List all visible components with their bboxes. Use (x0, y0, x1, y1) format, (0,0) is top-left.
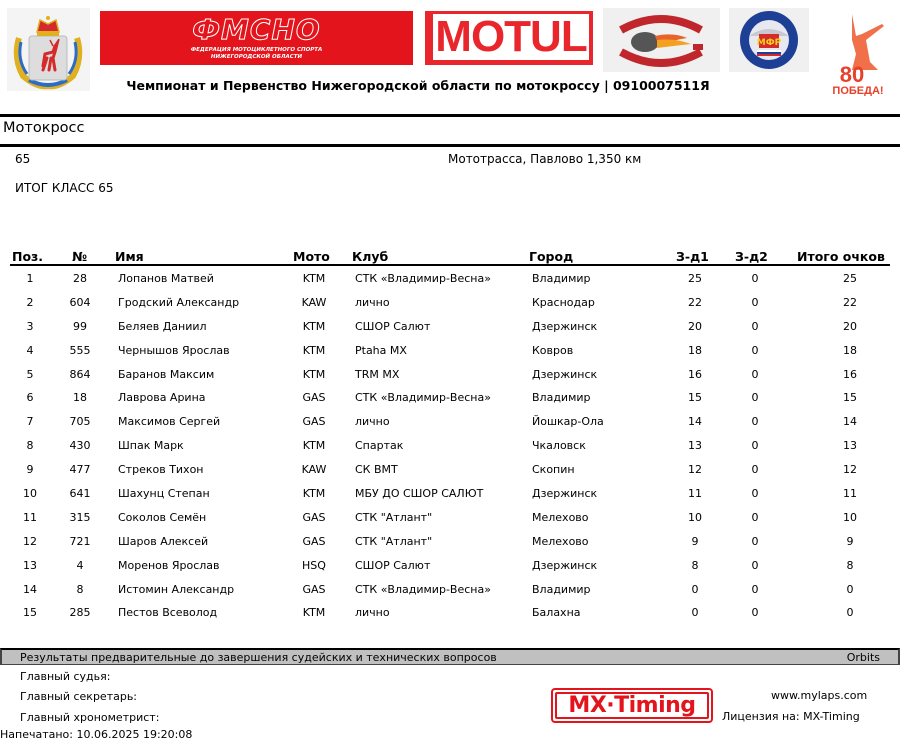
cell-city: Мелехово (532, 534, 589, 548)
cell-num: 477 (69, 463, 91, 477)
cell-city: Мелехово (532, 510, 589, 524)
cell-total: 0 (846, 582, 854, 596)
cell-pos: 7 (26, 415, 34, 429)
cell-club: СК ВМТ (355, 463, 398, 477)
table-row (10, 457, 890, 481)
cell-name: Истомин Александр (118, 582, 235, 596)
cell-race2: 0 (751, 439, 759, 453)
cell-city: Чкаловск (532, 439, 586, 453)
cell-num: 285 (69, 606, 91, 620)
cell-moto: KTM (302, 319, 326, 333)
cell-name: Максимов Сергей (118, 415, 221, 429)
cell-name: Соколов Семён (118, 510, 207, 524)
cell-club: СТК «Владимир-Весна» (355, 272, 491, 285)
cell-race2: 0 (751, 558, 759, 572)
cell-pos: 12 (23, 534, 37, 548)
cell-club: лично (355, 606, 390, 620)
cell-moto: KTM (302, 487, 326, 501)
cell-club: Ptaha MX (355, 343, 407, 357)
timing-system: Orbits (846, 651, 880, 664)
cell-name: Шахунц Степан (118, 487, 210, 501)
chief-judge-label: Главный судья: (20, 670, 111, 683)
cell-club: СТК «Владимир-Весна» (355, 582, 491, 596)
cell-race2: 0 (751, 367, 759, 381)
cell-num: 604 (69, 295, 91, 309)
preliminary-notice: Результаты предварительные до завершения судейских и технических вопросов (20, 651, 497, 664)
cell-race1: 15 (688, 391, 702, 405)
cell-race2: 0 (751, 391, 759, 405)
cell-name: Гродский Александр (118, 295, 240, 309)
pobeda-number: 80 (839, 62, 865, 87)
cell-pos: 9 (26, 463, 34, 477)
cell-race1: 10 (688, 510, 702, 524)
cell-name: Шпак Марк (118, 439, 184, 453)
cell-num: 99 (73, 319, 87, 333)
cell-city: Владимир (532, 272, 591, 285)
cell-pos: 10 (23, 487, 37, 501)
cell-num: 4 (76, 558, 84, 572)
cell-num: 18 (73, 391, 87, 405)
header-city: Город (529, 249, 574, 264)
class-code: 65 (15, 152, 31, 166)
cell-moto: KTM (302, 343, 326, 357)
header-name: Имя (115, 249, 144, 264)
cell-total: 20 (843, 319, 857, 333)
cell-num: 8 (76, 582, 84, 596)
sport-divider (0, 144, 900, 147)
cell-city: Краснодар (532, 295, 595, 309)
night-wolves-icon (603, 8, 720, 72)
mx-timing-logo-text: MX·Timing (555, 692, 709, 719)
cell-pos: 3 (26, 319, 34, 333)
cell-pos: 4 (26, 343, 34, 357)
cell-club: СШОР Салют (355, 319, 431, 333)
cell-city: Дзержинск (532, 367, 598, 381)
table-row (10, 385, 890, 409)
table-row (10, 433, 890, 457)
cell-total: 16 (843, 367, 857, 381)
cell-city: Дзержинск (532, 558, 598, 572)
sport-title: Мотокросс (3, 120, 85, 136)
header-club: Клуб (352, 249, 389, 264)
cell-moto: GAS (302, 534, 326, 548)
header-total: Итого очков (797, 249, 885, 264)
cell-moto: KAW (301, 463, 327, 477)
cell-club: СТК «Владимир-Весна» (355, 391, 491, 405)
cell-club: СТК "Атлант" (355, 510, 433, 524)
cell-num: 705 (69, 415, 91, 429)
table-row (10, 290, 890, 314)
mx-timing-logo (551, 688, 713, 723)
cell-moto: HSQ (302, 558, 326, 572)
mfr-icon (729, 8, 809, 72)
table-body (10, 266, 890, 624)
cell-pos: 6 (26, 391, 34, 405)
cell-num: 641 (69, 487, 91, 501)
cell-race2: 0 (751, 582, 759, 596)
table-row (10, 338, 890, 362)
cell-total: 10 (843, 510, 857, 524)
chief-secretary-label: Главный секретарь: (20, 690, 138, 703)
cell-club: Спартак (355, 439, 404, 453)
cell-num: 28 (73, 272, 87, 285)
table-row (10, 409, 890, 433)
cell-race1: 0 (691, 582, 699, 596)
cell-city: Владимир (532, 582, 591, 596)
cell-pos: 14 (23, 582, 37, 596)
top-divider (0, 114, 900, 117)
cell-moto: KAW (301, 295, 327, 309)
cell-race1: 11 (688, 487, 702, 501)
cell-race1: 16 (688, 367, 702, 381)
cell-club: МБУ ДО СШОР САЛЮТ (355, 487, 484, 501)
cell-race1: 12 (688, 463, 702, 477)
cell-race2: 0 (751, 463, 759, 477)
cell-pos: 11 (23, 510, 37, 524)
cell-race2: 0 (751, 534, 759, 548)
fmsno-subtitle-line2: НИЖЕГОРОДСКОЙ ОБЛАСТИ (210, 53, 303, 60)
pobeda-text: ПОБЕДА! (832, 85, 884, 96)
table-header (10, 248, 890, 266)
cell-total: 13 (843, 439, 857, 453)
cell-pos: 2 (26, 295, 34, 309)
fmsno-logo-title: ФМСНО (192, 13, 321, 46)
cell-club: лично (355, 295, 390, 309)
venue: Мототрасса, Павлово 1,350 км (448, 152, 642, 166)
printed-timestamp: Напечатано: 10.06.2025 19:20:08 (0, 728, 193, 741)
table-row (10, 577, 890, 601)
cell-name: Моренов Ярослав (118, 558, 220, 572)
cell-pos: 8 (26, 439, 34, 453)
cell-race2: 0 (751, 272, 759, 285)
cell-name: Стреков Тихон (118, 463, 204, 477)
cell-total: 25 (843, 272, 857, 285)
cell-race2: 0 (751, 343, 759, 357)
header-race1: З-д1 (676, 249, 709, 264)
fmsno-logo-subtitle (100, 47, 413, 60)
cell-race1: 20 (688, 319, 702, 333)
cell-name: Баранов Максим (118, 367, 215, 381)
cell-name: Чернышов Ярослав (118, 343, 230, 357)
cell-total: 8 (846, 558, 854, 572)
cell-club: TRM MX (355, 367, 400, 381)
cell-race2: 0 (751, 487, 759, 501)
cell-moto: KTM (302, 367, 326, 381)
motul-logo (425, 11, 593, 65)
mfr-logo (729, 8, 809, 72)
cell-race2: 0 (751, 606, 759, 620)
cell-pos: 5 (26, 367, 34, 381)
cell-total: 11 (843, 487, 857, 501)
cell-city: Йошкар-Ола (532, 415, 604, 429)
cell-total: 14 (843, 415, 857, 429)
cell-name: Лаврова Арина (118, 391, 206, 405)
cell-race1: 14 (688, 415, 702, 429)
cell-city: Дзержинск (532, 487, 598, 501)
cell-race2: 0 (751, 319, 759, 333)
cell-city: Дзержинск (532, 319, 598, 333)
cell-moto: KTM (302, 272, 326, 285)
cell-city: Ковров (532, 343, 574, 357)
cell-num: 721 (69, 534, 91, 548)
cell-total: 12 (843, 463, 857, 477)
result-title: ИТОГ КЛАСС 65 (15, 181, 114, 195)
night-wolves-logo (603, 8, 720, 72)
cell-race1: 22 (688, 295, 702, 309)
cell-num: 864 (69, 367, 91, 381)
cell-moto: GAS (302, 582, 326, 596)
cell-race1: 9 (691, 534, 699, 548)
cell-moto: KTM (302, 439, 326, 453)
cell-race1: 18 (688, 343, 702, 357)
cell-race2: 0 (751, 510, 759, 524)
header-pos: Поз. (12, 249, 44, 264)
cell-moto: GAS (302, 391, 326, 405)
cell-name: Лопанов Матвей (118, 272, 214, 285)
cell-city: Владимир (532, 391, 591, 405)
table-row (10, 362, 890, 386)
cell-moto: KTM (302, 606, 326, 620)
cell-num: 555 (69, 343, 91, 357)
license-info: Лицензия на: MX-Timing (722, 710, 860, 723)
cell-name: Пестов Всеволод (118, 606, 218, 620)
championship-title: Чемпионат и Первенство Нижегородской области по мотокроссу | 0910007511Я (126, 78, 710, 93)
table-row (10, 553, 890, 577)
table-row (10, 266, 890, 290)
cell-num: 430 (69, 439, 91, 453)
cell-total: 22 (843, 295, 857, 309)
cell-race2: 0 (751, 295, 759, 309)
table-row (10, 529, 890, 553)
cell-pos: 15 (23, 606, 37, 620)
cell-pos: 13 (23, 558, 37, 572)
cell-club: лично (355, 415, 390, 429)
cell-total: 9 (846, 534, 854, 548)
cell-name: Шаров Алексей (118, 534, 209, 548)
cell-pos: 1 (26, 272, 34, 285)
header-moto: Мото (293, 249, 330, 264)
cell-moto: GAS (302, 510, 326, 524)
cell-num: 315 (69, 510, 91, 524)
table-row (10, 600, 890, 624)
cell-moto: GAS (302, 415, 326, 429)
header-num: № (72, 249, 88, 264)
motul-logo-text: MOTUL (433, 14, 589, 60)
cell-club: СТК "Атлант" (355, 534, 433, 548)
notice-bar (0, 648, 900, 665)
cell-race1: 25 (688, 272, 702, 285)
mfr-logo-text: МФР (756, 38, 782, 48)
mylaps-website[interactable]: www.mylaps.com (771, 689, 868, 702)
results-table (10, 248, 890, 624)
table-row (10, 505, 890, 529)
cell-total: 15 (843, 391, 857, 405)
cell-race1: 0 (691, 606, 699, 620)
header-race2: З-д2 (735, 249, 768, 264)
chief-timekeeper-label: Главный хронометрист: (20, 711, 160, 724)
cell-city: Скопин (532, 463, 575, 477)
cell-club: СШОР Салют (355, 558, 431, 572)
cell-total: 18 (843, 343, 857, 357)
cell-name: Беляев Даниил (118, 319, 207, 333)
fmsno-logo (100, 11, 413, 65)
cell-race1: 13 (688, 439, 702, 453)
table-row (10, 481, 890, 505)
cell-total: 0 (846, 606, 854, 620)
fmsno-subtitle-line1: ФЕДЕРАЦИЯ МОТОЦИКЛЕТНОГО СПОРТА (190, 47, 323, 53)
cell-city: Балахна (532, 606, 581, 620)
cell-race2: 0 (751, 415, 759, 429)
table-row (10, 314, 890, 338)
cell-race1: 8 (691, 558, 699, 572)
